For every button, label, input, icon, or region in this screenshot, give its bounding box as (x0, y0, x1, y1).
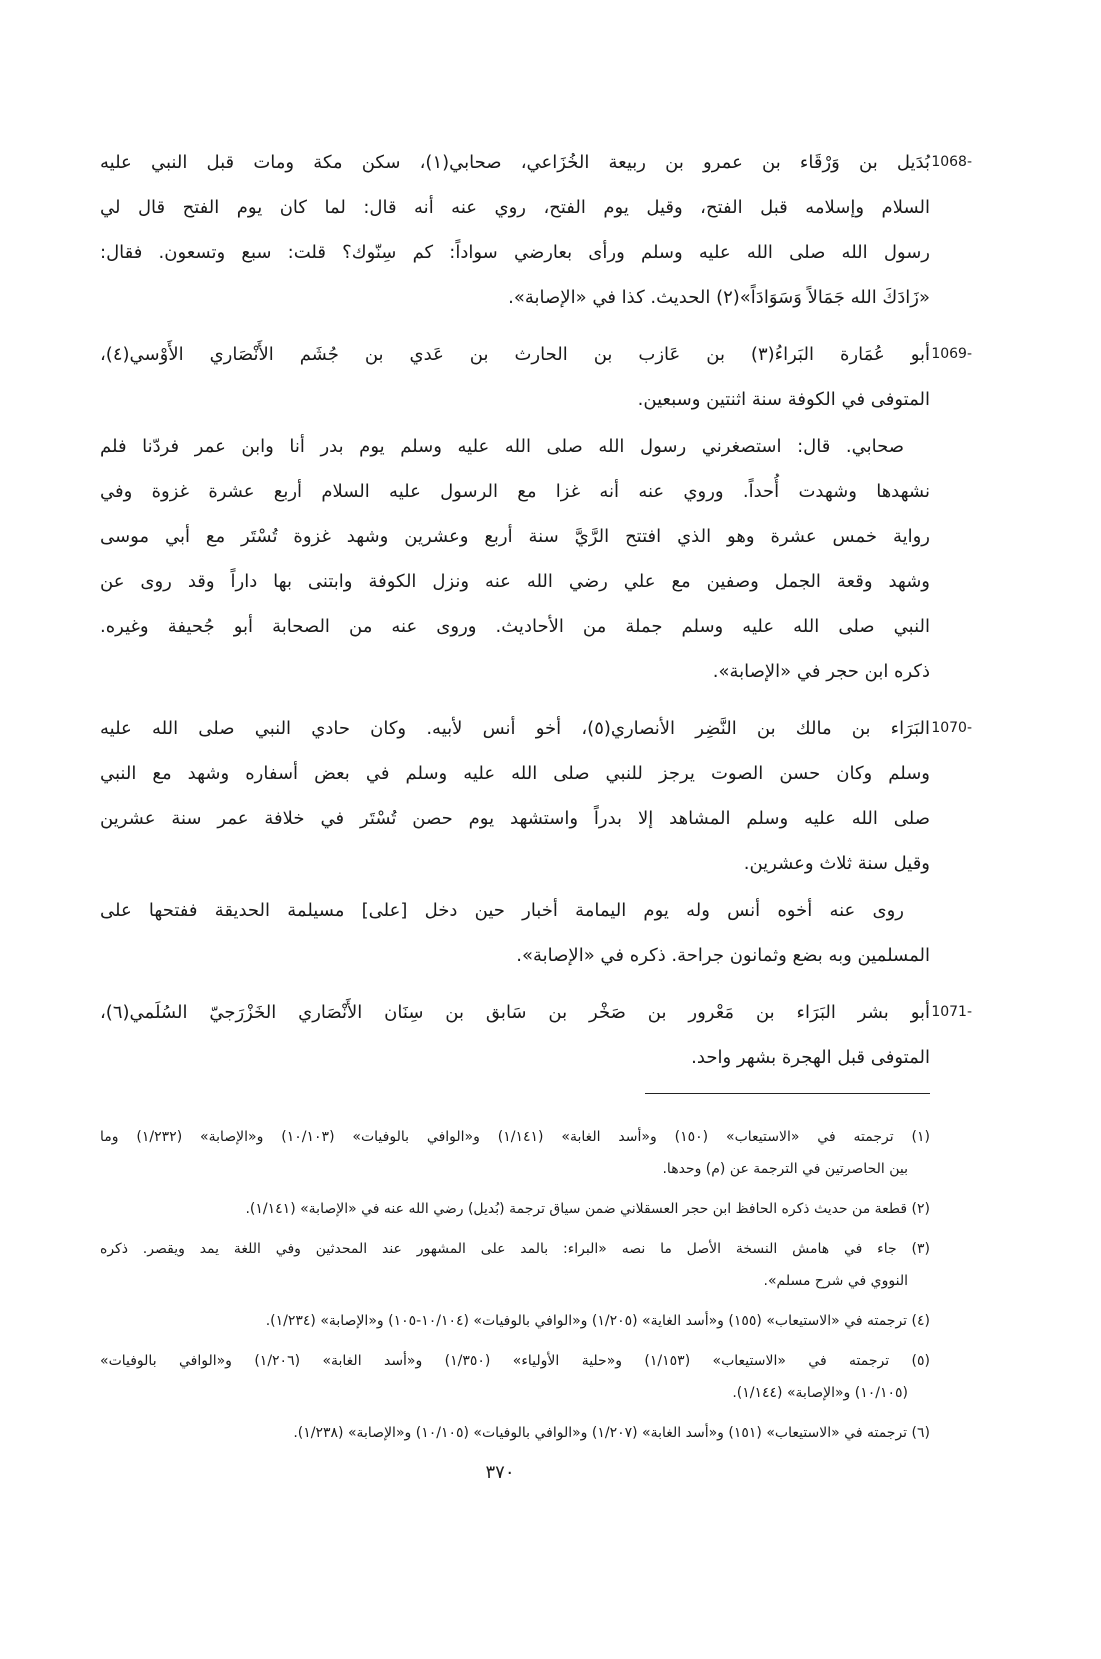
biography-entry (100, 332, 972, 694)
text-line: وقيل سنة ثلاث وعشرين. (743, 853, 930, 874)
text-line: وسلم وكان حسن الصوت يرجز للنبي صلى الله عليه وسلم في بعض أسفاره وشهد مع النبي (100, 763, 930, 784)
biography-entry (100, 140, 972, 320)
text-line: النبي صلى الله عليه وسلم جملة من الأحاديث. وروى عنه من الصحابة أبو جُحيفة وغيره. (100, 616, 930, 637)
page-number: ٣٧٠ (485, 1462, 515, 1483)
footnote (100, 1233, 930, 1297)
text-line: المسلمين وبه بضع وثمانون جراحة. ذكره في «الإصابة». (516, 945, 930, 966)
text-line: رسول الله صلى الله عليه وسلم ورأى بعارضي سواداً: كم سِنّوك؟ قلت: سبع وتسعون. فقال: (100, 242, 930, 263)
paragraph (100, 140, 930, 320)
footnote-line: (٢) قطعة من حديث ذكره الحافظ ابن حجر العسقلاني ضمن سياق ترجمة (بُديل) رضي الله عنه في «الإصابة» (١/١٤١). (245, 1201, 930, 1217)
text-line: أبو عُمَارة البَراءُ(٣) بن عَازب بن الحارث بن عَدي بن جُشَم الأَنْصَاري الأَوْسي(٤)، (100, 344, 931, 365)
entry-number: 1069- (931, 346, 972, 362)
paragraph (100, 990, 930, 1080)
footnote-line: (١٠/١٠٥) و«الإصابة» (١/١٤٤). (732, 1385, 908, 1401)
text-line: السلام وإسلامه قبل الفتح، وقيل يوم الفتح، روي عنه أنه قال: لما كان يوم الفتح قال لي (100, 197, 930, 218)
entry-number: 1070- (931, 720, 972, 736)
footnote-line: (٥) ترجمته في «الاستيعاب» (١/١٥٣) و«حلية الأولياء» (١/٣٥٠) و«أسد الغابة» (١/٢٠٦) و«الوافي بالوفيات» (100, 1353, 930, 1369)
paragraph (100, 332, 930, 422)
footnote-line: بين الحاصرتين في الترجمة عن (م) وحدها. (662, 1161, 908, 1177)
text-line: المتوفى قبل الهجرة بشهر واحد. (691, 1047, 930, 1068)
footnote (100, 1305, 930, 1337)
footnote-line: (١) ترجمته في «الاستيعاب» (١٥٠) و«أسد الغابة» (١/١٤١) و«الوافي بالوفيات» (١٠/١٠٣) و«الإصابة» (١/٢٣٢) وما (100, 1129, 931, 1145)
footnote (100, 1417, 930, 1449)
paragraph (100, 424, 930, 694)
text-line: ذكره ابن حجر في «الإصابة». (712, 661, 930, 682)
footnote-line: (٦) ترجمته في «الاستيعاب» (١٥١) و«أسد الغابة» (١/٢٠٧) و«الوافي بالوفيات» (١٠/١٠٥) و«الإصابة» (١/٢٣٨). (293, 1425, 930, 1441)
text-line: وشهد وقعة الجمل وصفين مع علي رضي الله عنه ونزل الكوفة وابتنى بها داراً وقد روى عن (100, 571, 930, 592)
footnote-line: (٣) جاء في هامش النسخة الأصل ما نصه «البراء: بالمد على المشهور عند المحدثين وفي اللغة يمد ويقصر. ذكره (100, 1241, 930, 1257)
biography-entry (100, 706, 972, 978)
paragraph (100, 706, 930, 886)
footnote-line: (٤) ترجمته في «الاستيعاب» (١٥٥) و«أسد الغاية» (١/٢٠٥) و«الوافي بالوفيات» (١٠/١٠٤-١٠٥) و«الإصابة» (١/٢٣٤). (265, 1313, 930, 1329)
footnote-divider (645, 1093, 930, 1094)
footnote (100, 1345, 930, 1409)
text-line: روى عنه أخوه أنس وله يوم اليمامة أخبار حين دخل [على] مسيلمة الحديقة ففتحها على (100, 900, 904, 921)
text-line: المتوفى في الكوفة سنة اثنتين وسبعين. (637, 389, 930, 410)
text-line: نشهدها وشهدت أُحداً. وروي عنه أنه غزا مع الرسول عليه السلام أربع عشرة غزوة وفي (100, 481, 930, 502)
text-line: «زَادَكَ الله جَمَالاً وَسَوَادَاً»(٢) الحديث. كذا في «الإصابة». (508, 287, 930, 308)
text-line: أبو بشر البَرَاء بن مَعْرور بن صَخْر بن سَابق بن سِنَان الأَنْصَاري الخَزْرَجيّ السُلَمي(٦)، (100, 1002, 930, 1023)
text-line: البَرَاء بن مالك بن النَّضِر الأنصاري(٥)، أخو أنس لأبيه. وكان حادي النبي صلى الله عليه (100, 718, 930, 739)
entry-number: 1068- (931, 154, 972, 170)
text-line: صحابي. قال: استصغرني رسول الله صلى الله عليه وسلم يوم بدر أنا وابن عمر فردّنا فلم (100, 436, 904, 457)
paragraph (100, 888, 930, 978)
biography-entry (100, 990, 972, 1080)
main-text (100, 138, 972, 1092)
text-line: بُدَيل بن وَرْقَاء بن عمرو بن ربيعة الخُزَاعي، صحابي(١)، سكن مكة ومات قبل النبي عليه (100, 152, 931, 173)
footnote-line: النووي في شرح مسلم». (763, 1273, 908, 1289)
text-line: رواية خمس عشرة وهو الذي افتتح الرَّيَّ سنة أربع وعشرين وشهد غزوة تُسْتَر مع أبي موسى (100, 526, 930, 547)
footnote (100, 1121, 930, 1185)
text-line: صلى الله عليه وسلم المشاهد إلا بدراً واستشهد يوم حصن تُسْتَر في خلافة عمر سنة عشرين (100, 808, 930, 829)
footnote (100, 1193, 930, 1225)
footnotes (100, 1121, 930, 1457)
entry-number: 1071- (931, 1004, 972, 1020)
